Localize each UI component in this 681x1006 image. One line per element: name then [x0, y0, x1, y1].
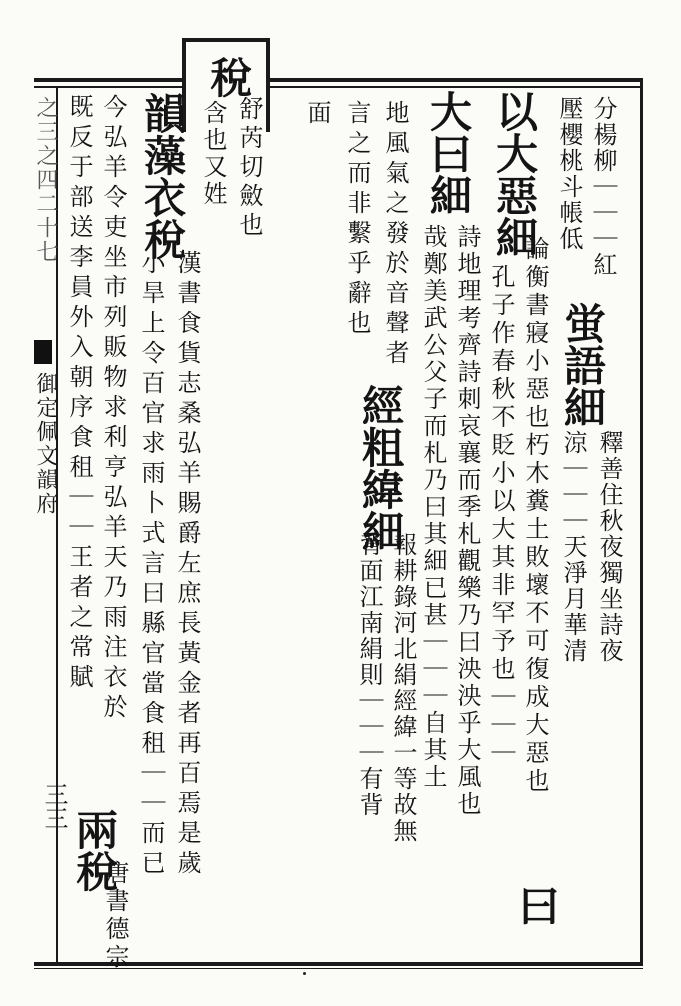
col2-sub: 孔子作春秋不貶小以大其非罕予也｜｜｜	[487, 264, 515, 768]
col4-sub: 言之而非繫乎辭也	[343, 100, 371, 340]
col3-text: 詩地理考齊詩刺哀襄而季札觀樂乃曰泱泱乎大風也	[453, 224, 481, 818]
spine-top-text: 之三之四二十七	[33, 96, 58, 264]
col4-tail: 背面江南絹則｜｜｜有背	[355, 532, 383, 818]
col3-sub: 哉鄭美武公父子而札乃曰其細已甚｜｜｜自其土	[419, 224, 447, 791]
col4-text: 地風氣之發於音聲者	[381, 100, 409, 370]
top-rule-inner	[34, 86, 643, 88]
top-rule-right	[262, 78, 643, 82]
col1-note: 釋善住秋夜獨坐詩夜	[595, 430, 623, 664]
col7-text: 今弘羊令吏坐市列販物求利亨弘羊天乃雨注衣於	[99, 94, 127, 724]
top-rule-left	[34, 78, 184, 82]
col4-note: 報耕錄河北絹經緯一等故無	[389, 532, 417, 844]
col5-text: 面	[303, 100, 331, 126]
col6-head: 韻藻衣稅	[138, 92, 187, 260]
col3-head: 大曰細	[424, 90, 473, 216]
col6-text: 漢書食貨志桑弘羊賜爵左庶長黃金者再百焉是歲	[173, 250, 201, 880]
speck	[303, 972, 306, 975]
spine-title: 御定佩文韻府	[33, 372, 58, 516]
col8-text: 既反于部送李員外入朝序食租｜｜王者之常賦	[65, 94, 93, 694]
col2-end: 曰	[512, 884, 561, 926]
col1-head: 蛍語細	[558, 302, 607, 428]
tab-head: 稅	[204, 56, 253, 98]
page-number: 三三	[40, 782, 68, 830]
col7-head: 兩稅	[70, 808, 119, 892]
col7-note: 唐書德宗	[101, 860, 129, 972]
col1-line-b: 壓櫻桃斗帳低	[555, 96, 583, 252]
col6-sub: 小旱上令百官求雨卜式言曰縣官當食租｜｜而已	[137, 250, 165, 880]
col1-line-a: 分楊柳｜｜｜紅	[589, 96, 617, 278]
col1-tail: 涼｜｜｜天淨月華清	[559, 430, 587, 664]
col4-head: 經粗緯細	[356, 384, 405, 552]
col2-head: 以大惡細	[490, 90, 539, 258]
tab-sub2: 含也又姓	[199, 100, 227, 208]
tab-sub1: 舒芮切斂也	[235, 96, 263, 241]
col2-text: 論衡書寢小惡也朽木糞土敗壞不可復成大惡也	[521, 236, 549, 796]
right-rule	[640, 78, 643, 966]
spine-black-bar	[34, 340, 52, 364]
